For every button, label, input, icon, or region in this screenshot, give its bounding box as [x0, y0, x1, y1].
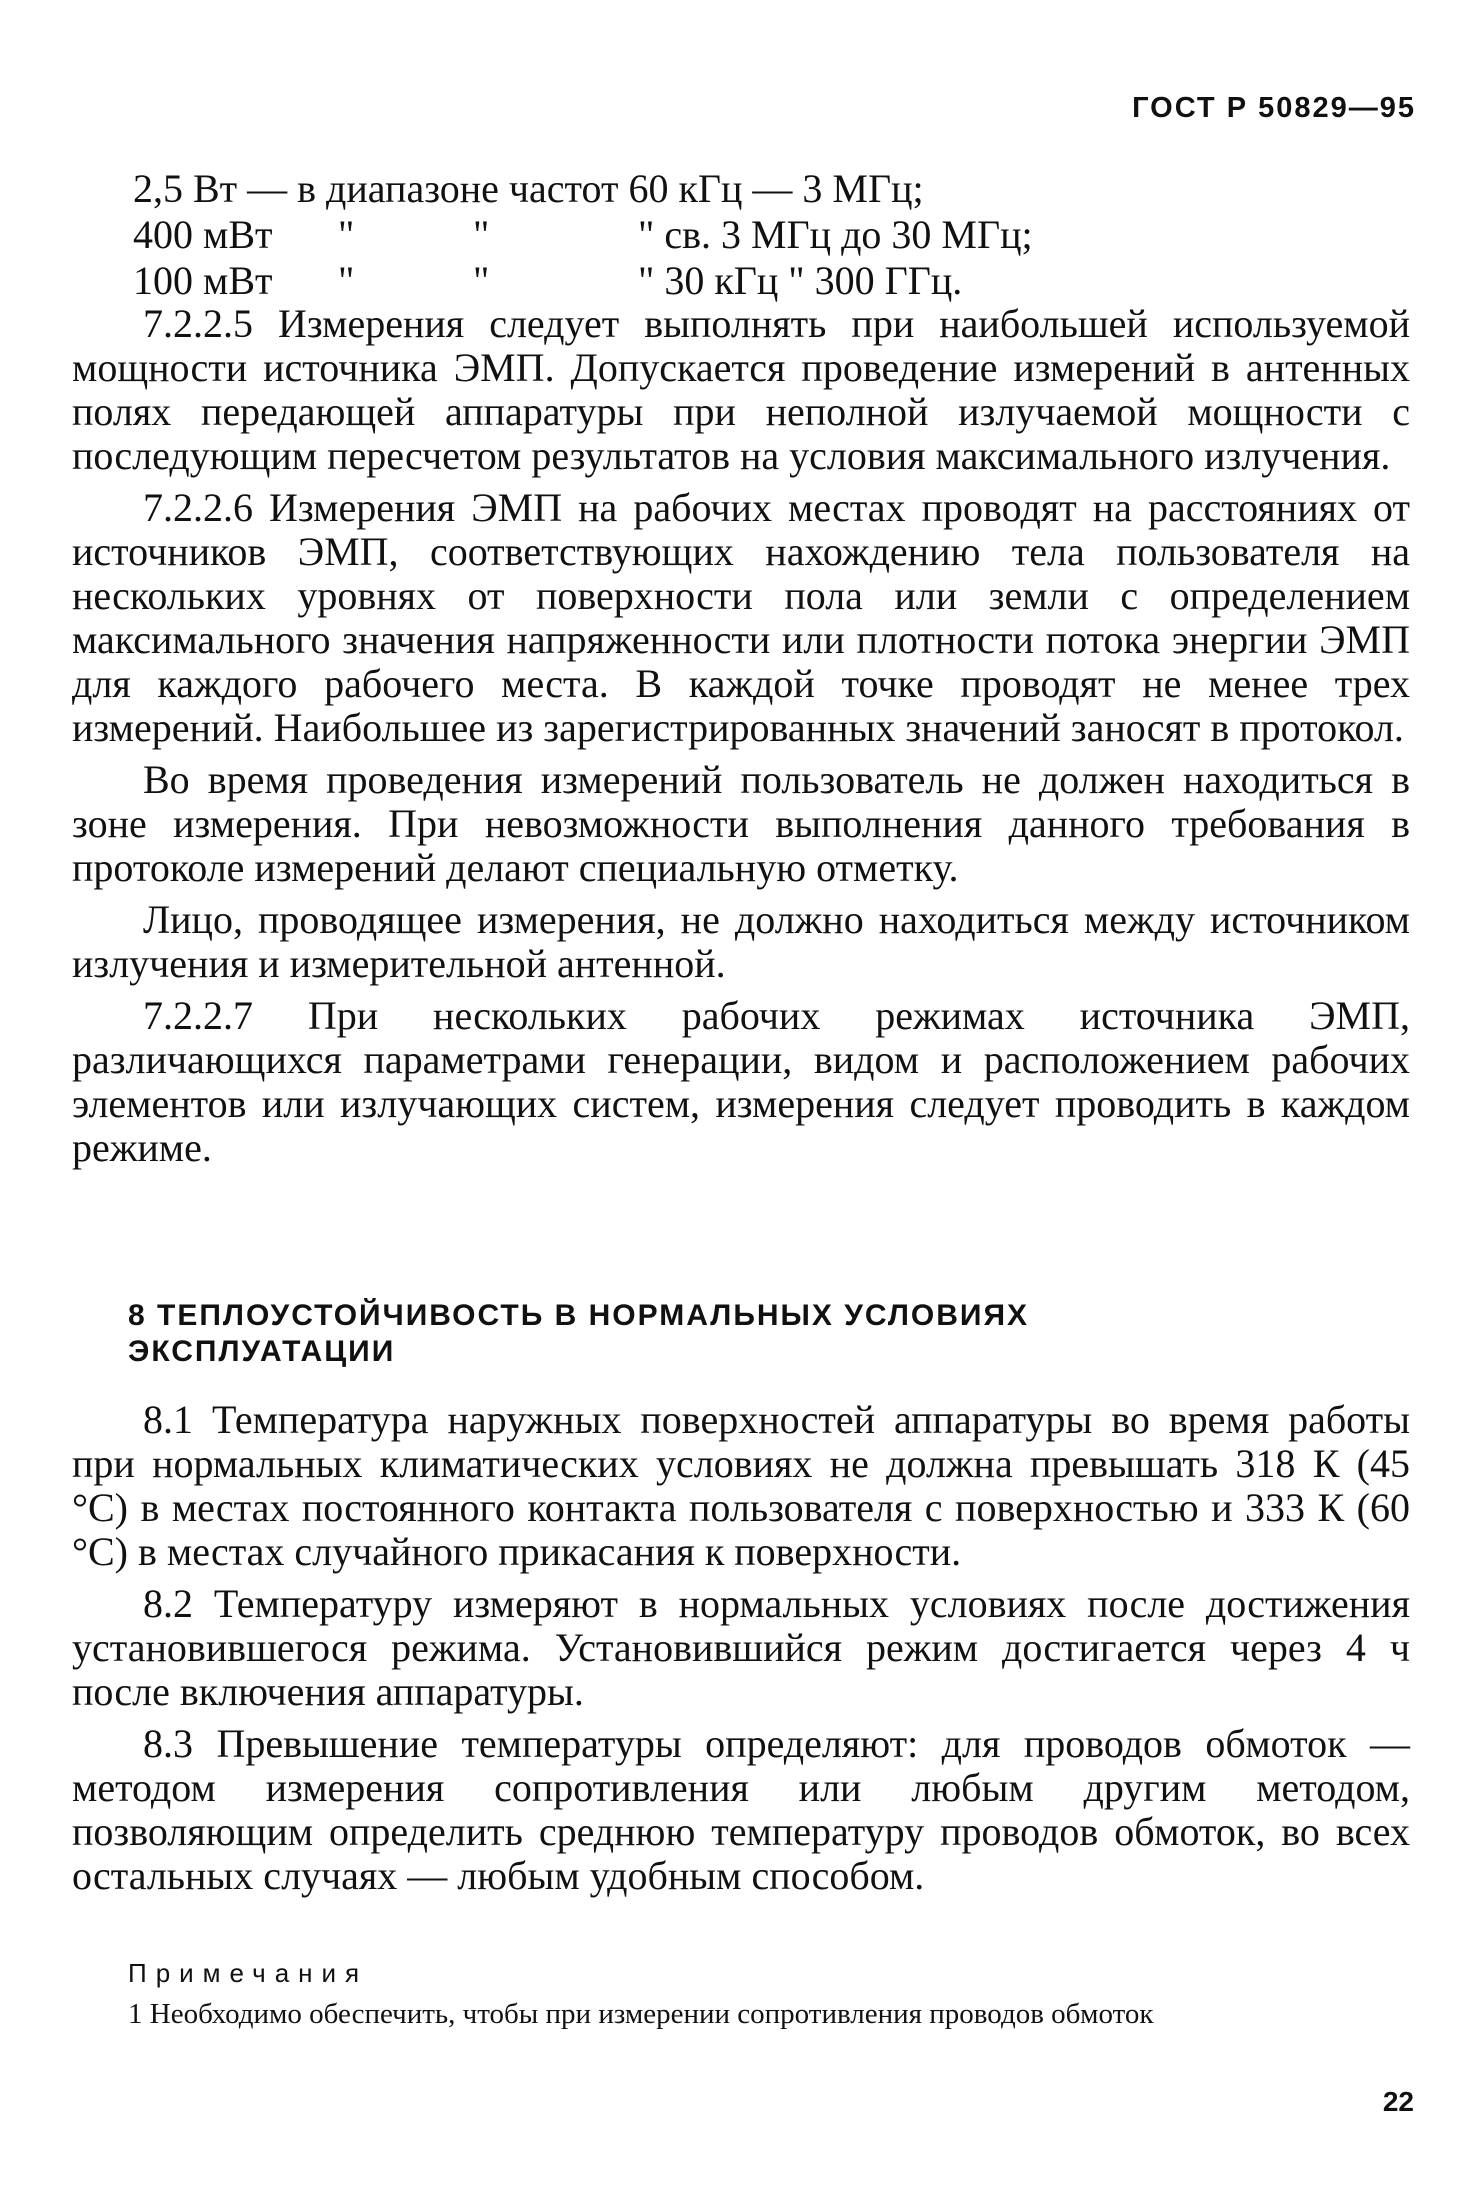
ditto-mark: " [473, 258, 490, 303]
section-8-heading-line1: 8 ТЕПЛОУСТОЙЧИВОСТЬ В НОРМАЛЬНЫХ УСЛОВИЯХ [128, 1299, 1030, 1332]
standard-header: ГОСТ Р 50829—95 [1132, 92, 1416, 124]
section8-body [72, 1398, 1410, 1906]
table-cell: 100 мВт [133, 258, 273, 303]
section7-body [72, 302, 1410, 1178]
table-cell: " 30 кГц " 300 ГГц. [638, 258, 963, 303]
table-cell: 2,5 Вт — в диапазоне частот 60 кГц — 3 МГц; [133, 166, 924, 211]
note-item-1: 1 Необходимо обеспечить, чтобы при измерении сопротивления проводов обмоток [128, 1998, 1154, 2030]
paragraph-7-2-2-7: 7.2.2.7 При нескольких рабочих режимах источника ЭМП, различающихся параметрами генерации, видом и расположением рабочих элементов или излучающих систем, измерения следует проводить в каждом режиме. [72, 993, 1410, 1170]
ditto-mark: " [473, 212, 490, 257]
paragraph-7-2-2-5: 7.2.2.5 Измерения следует выполнять при наибольшей используемой мощности источника ЭМП. Допускается проведение измерений в антенных полях передающей аппаратуры при неполной излучаемой мощности с последующим пересчетом результатов на условия максимального излучения. [72, 301, 1410, 478]
paragraph-8-3: 8.3 Превышение температуры определяют: для проводов обмоток — методом измерения сопротивления или любым другим методом, позволяющим определить среднюю температуру проводов обмоток, во всех остальных случаях — любым удобным способом. [72, 1721, 1410, 1898]
ditto-mark: " [338, 212, 355, 257]
table-cell: 400 мВт [133, 212, 273, 257]
section-8-heading [128, 1298, 1029, 1370]
paragraph-user-location: Во время проведения измерений пользователь не должен находиться в зоне измерения. При невозможности выполнения данного требования в протоколе измерений делают специальную отметку. [72, 757, 1410, 890]
paragraph-8-2: 8.2 Температуру измеряют в нормальных условиях после достижения установившегося режима. Установившийся режим достигается через 4 ч после включения аппаратуры. [72, 1581, 1410, 1714]
page-number: 22 [1382, 2086, 1414, 2117]
table-cell: " св. 3 МГц до 30 МГц; [638, 212, 1033, 257]
paragraph-operator-location: Лицо, проводящее измерения, не должно находиться между источником излучения и измерительной антенной. [72, 897, 1410, 986]
notes-title: Примечания [128, 1958, 369, 1988]
ditto-mark: " [338, 258, 355, 303]
section-8-heading-line2: ЭКСПЛУАТАЦИИ [128, 1335, 396, 1368]
paragraph-8-1: 8.1 Температура наружных поверхностей аппаратуры во время работы при нормальных климатических условиях не должна превышать 318 К (45 °С) в местах постоянного контакта пользователя с поверхностью и 333 К (60 °С) в местах случайного прикасания к поверхности. [72, 1397, 1410, 1574]
paragraph-7-2-2-6: 7.2.2.6 Измерения ЭМП на рабочих местах проводят на расстояниях от источников ЭМП, соответствующих нахождению тела пользователя на нескольких уровнях от поверхности пола или земли с определением максимального значения напряженности или плотности потока энергии ЭМП для каждого рабочего места. В каждой точке проводят не менее трех измерений. Наибольшее из зарегистрированных значений заносят в протокол. [72, 485, 1410, 750]
